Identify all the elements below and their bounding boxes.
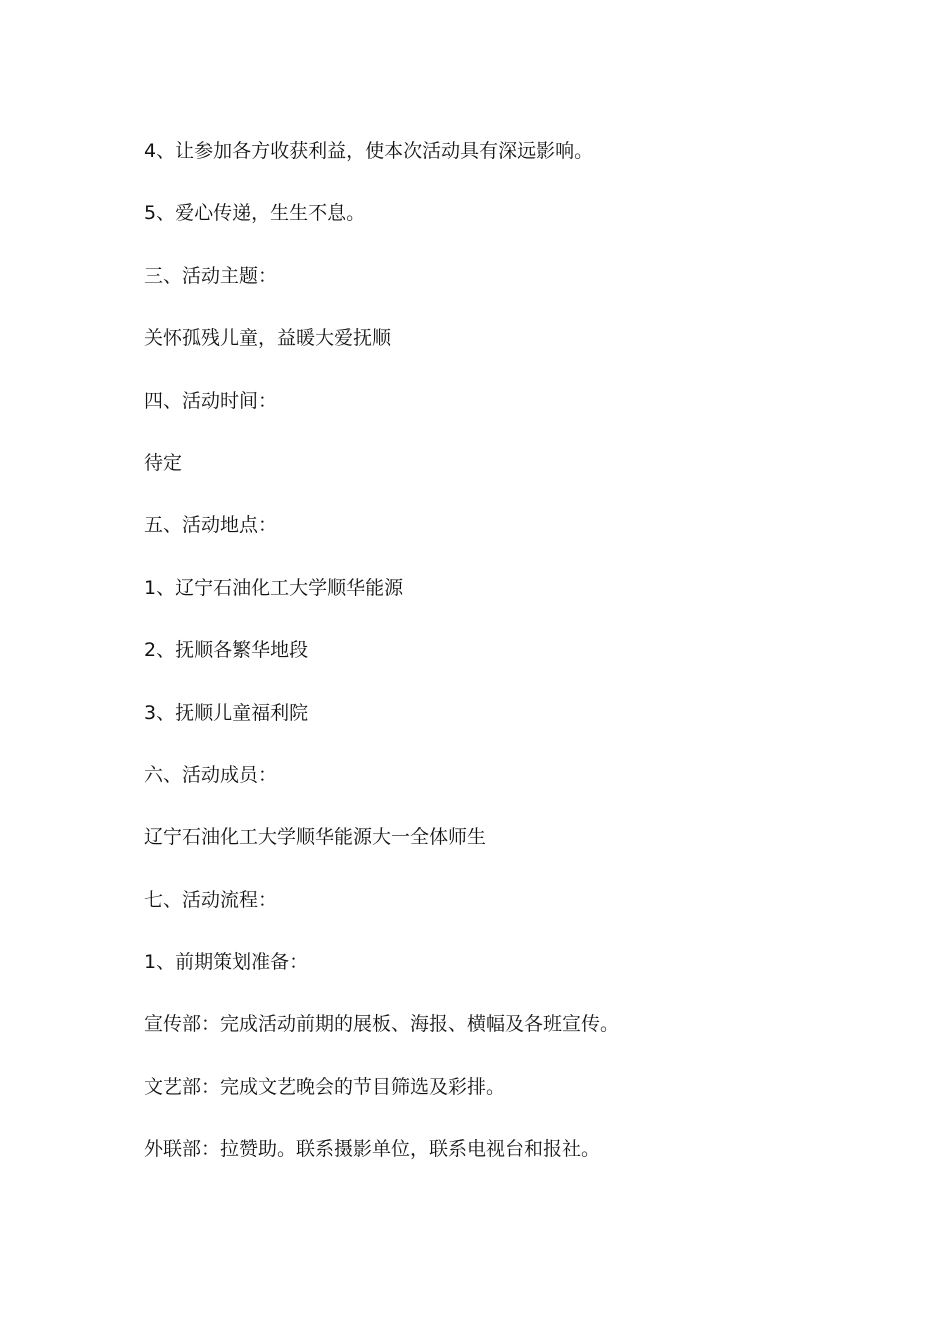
section-heading-theme: 三、活动主题： (144, 264, 278, 287)
paragraph-arts-dept: 文艺部：完成文艺晚会的节目筛选及彩排。 (144, 1075, 506, 1098)
section-heading-location: 五、活动地点： (144, 514, 278, 537)
members-text: 辽宁石油化工大学顺华能源大一全体师生 (144, 826, 487, 849)
section-heading-members: 六、活动成员： (144, 763, 278, 786)
list-item-location-2: 2、抚顺各繁华地段 (144, 639, 309, 662)
list-item-process-1: 1、前期策划准备： (144, 951, 309, 974)
time-text: 待定 (144, 451, 183, 474)
document-body (144, 134, 844, 1195)
list-item-location-3: 3、抚顺儿童福利院 (144, 701, 309, 724)
list-item-location-1: 1、辽宁石油化工大学顺华能源 (144, 576, 404, 599)
list-item-goal-5: 5、爱心传递，生生不息。 (144, 202, 366, 225)
theme-text: 关怀孤残儿童，益暖大爱抚顺 (144, 327, 392, 350)
section-heading-time: 四、活动时间： (144, 389, 278, 412)
paragraph-publicity-dept: 宣传部：完成活动前期的展板、海报、横幅及各班宣传。 (144, 1013, 620, 1036)
section-heading-process: 七、活动流程： (144, 888, 278, 911)
paragraph-liaison-dept: 外联部：拉赞助。联系摄影单位，联系电视台和报社。 (144, 1138, 601, 1161)
list-item-goal-4: 4、让参加各方收获利益，使本次活动具有深远影响。 (144, 140, 594, 162)
